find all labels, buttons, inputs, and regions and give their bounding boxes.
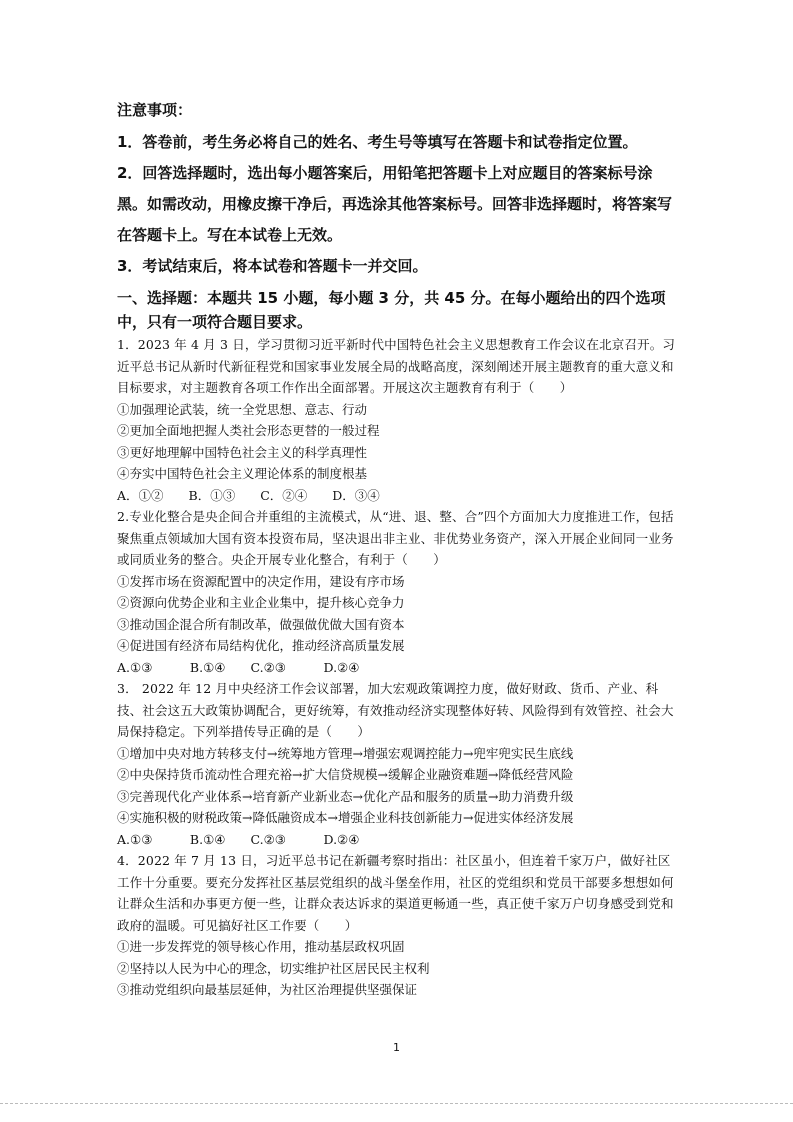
notice-title: 注意事项： [117,101,193,119]
question-option: ④促进国有经济布局结构优化，推动经济高质量发展 [117,638,405,653]
question-option: ③更好地理解中国特色社会主义的科学真理性 [117,444,368,460]
question-stem: 3． 2022 年 12 月中央经济工作会议部署，加大宏观政策调控力度，做好财政、货币、产业、科技、社会这五大政策协调配合，更好统筹，有效推动经济实现整体好转、风险得到有效管控、社会大局保持稳定。下列举措传导正确的是（ ） [117,681,674,739]
answer-choices: A.①③ B.①④ C.②③ D.②④ [117,831,360,847]
question-option: ③推动党组织向最基层延伸，为社区治理提供坚强保证 [117,982,418,997]
question-option: ②中央保持货币流动性合理充裕→扩大信贷规模→缓解企业融资难题→降低经营风险 [117,767,574,782]
answer-choices: A.①③ B.①④ C.②③ D.②④ [117,659,360,675]
notice-item-1: 1．答卷前，考生务必将自己的姓名、考生号等填写在答题卡和试卷指定位置。 [117,133,638,151]
question-option: ②资源向优势企业和主业企业集中，提升核心竞争力 [117,595,405,610]
question-3 [117,678,679,850]
question-option: ①进一步发挥党的领导核心作用，推动基层政权巩固 [117,939,405,954]
question-option: ②坚持以人民为中心的理念，切实维护社区居民民主权利 [117,960,430,976]
section-heading: 一、选择题：本题共 15 小题，每小题 3 分，共 45 分。在每小题给出的四个选项中，只有一项符合题目要求。 [117,289,666,331]
page-divider [0,1103,793,1104]
notice-item-2: 2．回答选择题时，选出每小题答案后，用铅笔把答题卡上对应题目的答案标号涂黑。如需改动，用橡皮擦干净后，再选涂其他答案标号。回答非选择题时，将答案写在答题卡上。写在本试卷上无效。 [117,164,673,244]
question-2 [117,506,679,678]
question-stem: 4．2022 年 7 月 13 日，习近平总书记在新疆考察时指出：社区虽小，但连着千家万户，做好社区工作十分重要。要充分发挥社区基层党组织的战斗堡垒作用，社区的党组织和党员干部要多想想如何让群众生活和办事更方便一些，让群众表达诉求的渠道更畅通一些，真正使千家万户切身感受到党和政府的温暖。可见搞好社区工作要（ ） [117,853,674,933]
answer-choices: A．①② B．①③ C．②④ D．③④ [117,487,380,503]
question-1 [117,334,679,506]
question-stem: 2.专业化整合是央企间合并重组的主流模式，从“进、退、整、合”四个方面加大力度推进工作，包括聚焦重点领域加大国有资本投资布局，坚决退出非主业、非优势业务资产，深入开展企业间同一业务或同质业务的整合。央企开展专业化整合，有利于（ ） [117,509,674,567]
question-option: ③推动国企混合所有制改革，做强做优做大国有资本 [117,616,405,632]
notice-item-3: 3．考试结束后，将本试卷和答题卡一并交回。 [117,257,428,275]
question-option: ④实施积极的财税政策→降低融资成本→增强企业科技创新能力→促进实体经济发展 [117,810,574,825]
question-option: ③完善现代化产业体系→培育新产业新业态→优化产品和服务的质量→助力消费升级 [117,788,574,804]
question-4 [117,850,679,1001]
question-option: ②更加全面地把握人类社会形态更替的一般过程 [117,423,380,438]
question-option: ①发挥市场在资源配置中的决定作用，建设有序市场 [117,573,405,589]
question-option: ①增加中央对地方转移支付→统筹地方管理→增强宏观调控能力→兜牢兜实民生底线 [117,745,574,761]
page-number: 1 [393,1041,400,1054]
question-stem: 1．2023 年 4 月 3 日，学习贯彻习近平新时代中国特色社会主义思想教育工作会议在北京召开。习近平总书记从新时代新征程党和国家事业发展全局的战略高度，深刻阐述开展主题教育的重大意义和目标要求，对主题教育各项工作作出全面部署。开展这次主题教育有利于（ ） [117,337,676,395]
page-content [117,98,679,1001]
question-option: ①加强理论武装，统一全党思想、意志、行动 [117,401,368,417]
question-option: ④夯实中国特色社会主义理论体系的制度根基 [117,466,368,481]
